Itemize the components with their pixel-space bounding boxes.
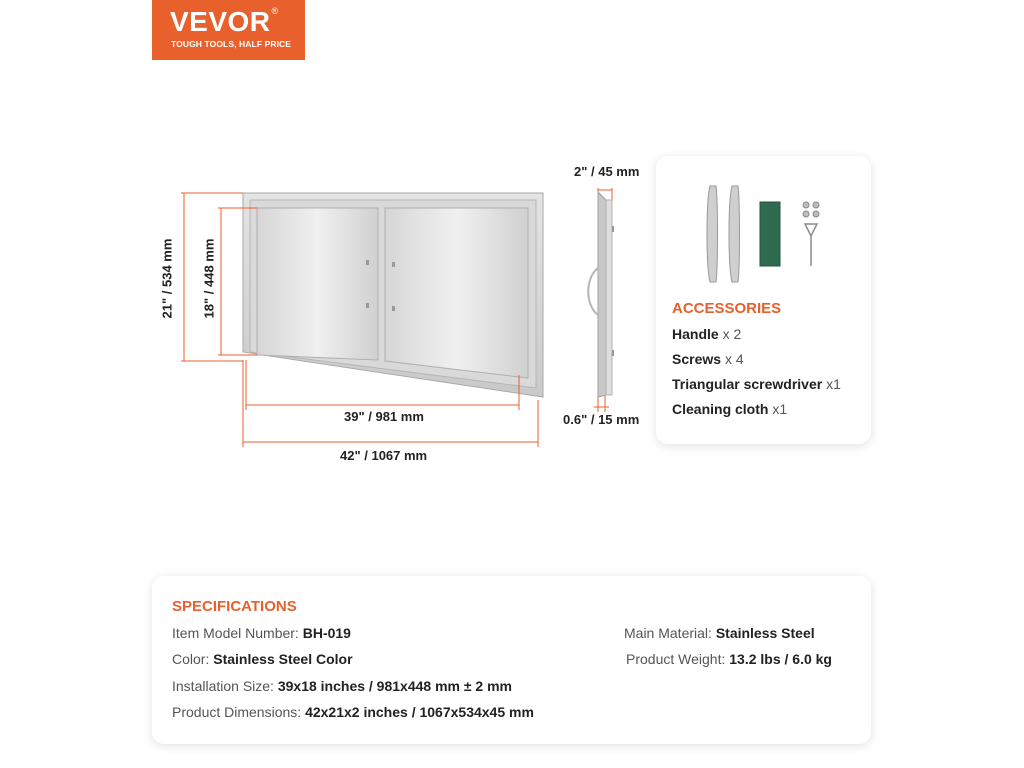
left-door-panel: [257, 208, 378, 360]
specifications-title: SPECIFICATIONS: [172, 598, 297, 615]
outer-height-label: 21" / 534 mm: [159, 238, 175, 319]
spec-installation-size: Installation Size: 39x18 inches / 981x448 mm ± 2 mm: [172, 678, 513, 694]
accessories-image: [656, 156, 871, 296]
spec-product-dimensions: Product Dimensions: 42x21x2 inches / 1067x534x45 mm: [172, 704, 534, 720]
inner-height-label: 18" / 448 mm: [201, 238, 217, 319]
outer-width-label: 42" / 1067 mm: [340, 448, 428, 463]
accessory-item: Cleaning cloth x1: [672, 401, 788, 417]
specifications-card: [152, 576, 871, 744]
vevor-logo: [152, 0, 305, 60]
right-door-panel: [385, 208, 528, 378]
flange-label: 0.6" / 15 mm: [563, 412, 640, 427]
logo-registered-mark: ®: [271, 6, 279, 16]
handle-icon: [707, 186, 740, 282]
logo-tagline: TOUGH TOOLS, HALF PRICE: [171, 39, 292, 49]
cleaning-cloth-icon: [760, 202, 780, 266]
depth-label: 2" / 45 mm: [574, 164, 640, 179]
accessories-title: ACCESSORIES: [672, 300, 782, 317]
accessory-item: Triangular screwdriver x1: [672, 376, 841, 392]
accessories-card: [656, 156, 871, 444]
spec-product-weight: Product Weight: 13.2 lbs / 6.0 kg: [626, 651, 832, 667]
door-side-profile: [588, 192, 614, 397]
spec-main-material: Main Material: Stainless Steel: [624, 625, 815, 641]
triangular-screwdriver-icon: [805, 224, 817, 266]
door-illustration: [150, 150, 660, 480]
accessory-item: Handle x 2: [672, 326, 742, 342]
spec-model-number: Item Model Number: BH-019: [172, 625, 351, 641]
accessory-item: Screws x 4: [672, 351, 744, 367]
screws-icon: [803, 202, 819, 217]
inner-width-label: 39" / 981 mm: [344, 409, 424, 424]
spec-color: Color: Stainless Steel Color: [172, 651, 353, 667]
logo-brand: VEVOR: [170, 6, 271, 37]
